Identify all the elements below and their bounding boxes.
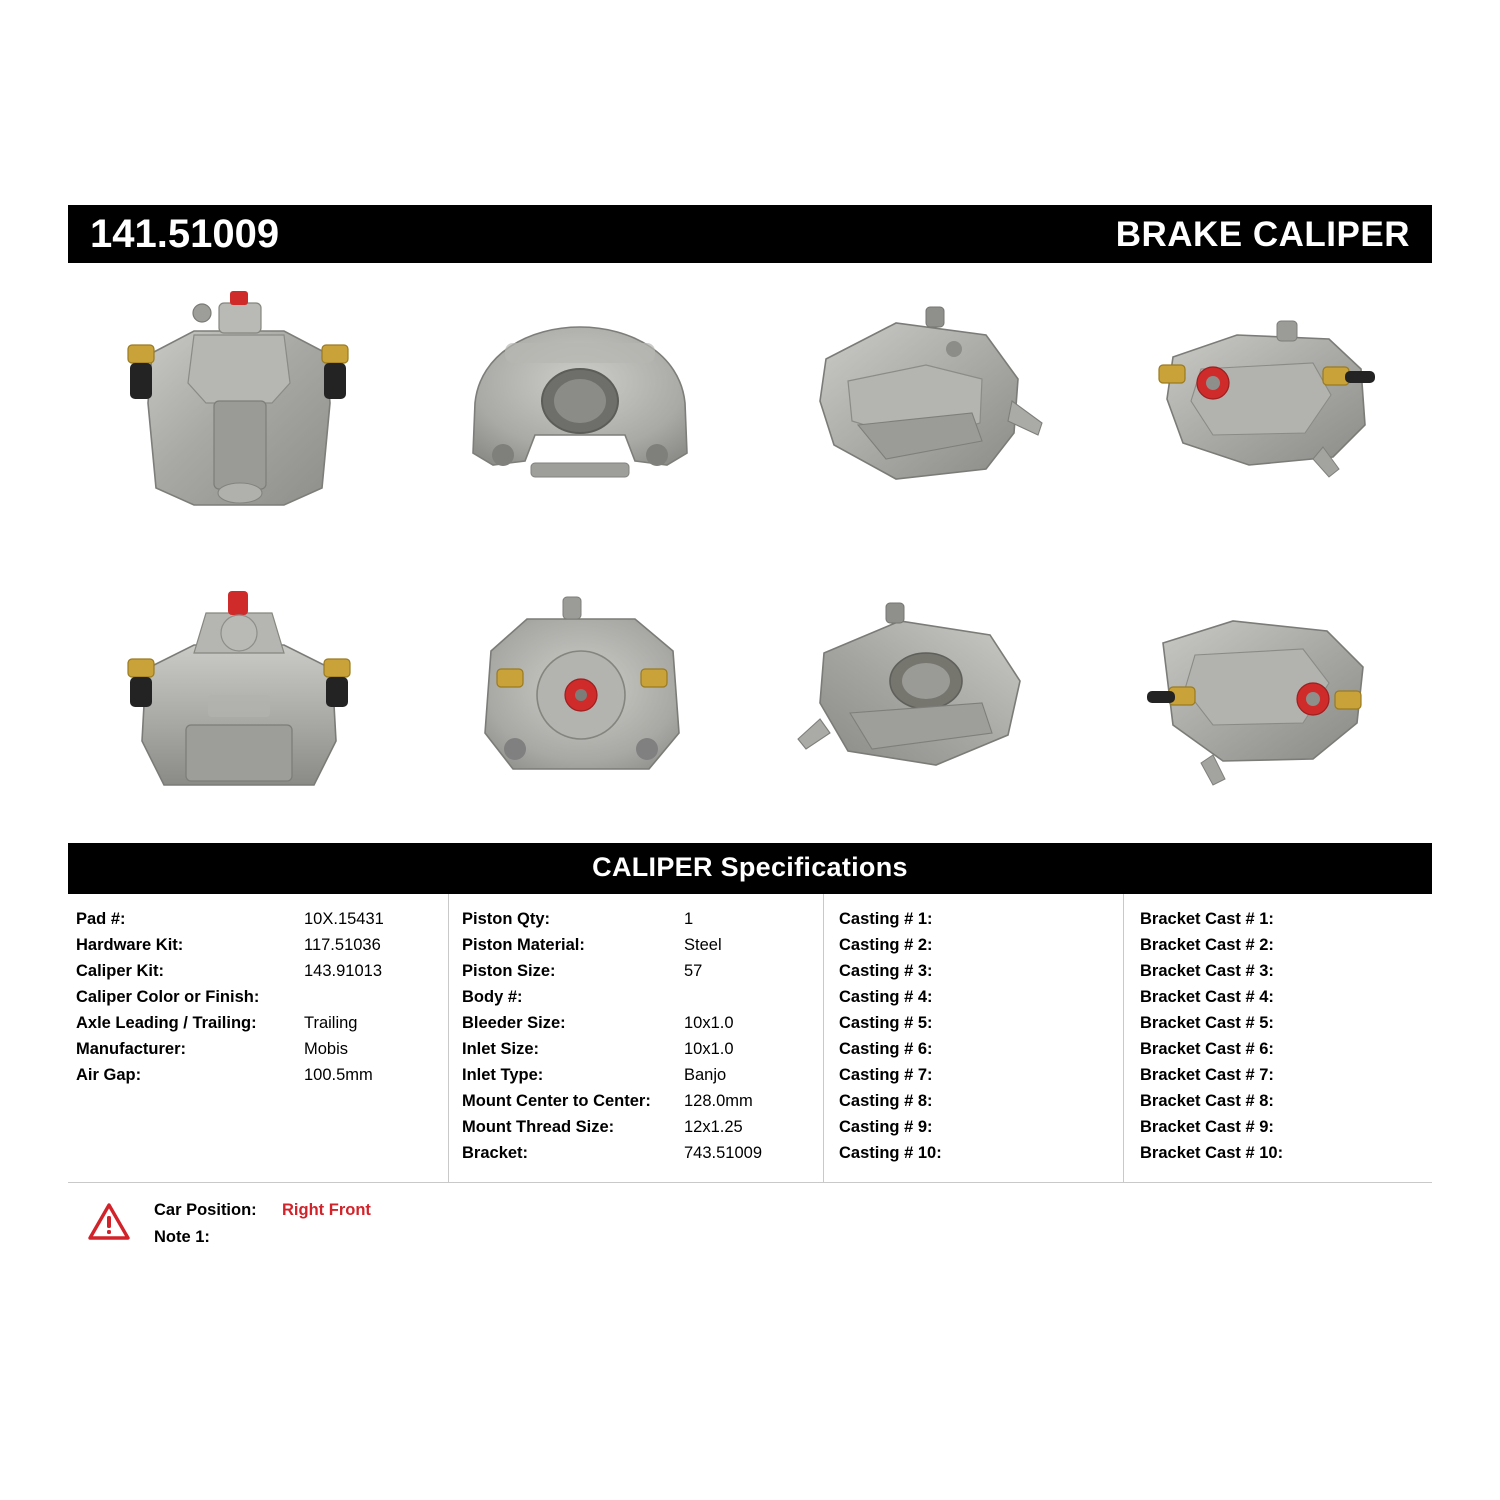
spec-label: Casting # 7: — [839, 1066, 933, 1084]
spec-row — [68, 1010, 448, 1036]
spec-row — [449, 984, 823, 1010]
spec-value: 128.0mm — [684, 1092, 753, 1110]
spec-label: Bracket: — [462, 1144, 529, 1162]
spec-value: Steel — [684, 936, 722, 954]
spec-row — [68, 906, 448, 932]
header-bar — [68, 205, 1432, 263]
caliper-view-7 — [750, 553, 1091, 843]
spec-row — [1124, 958, 1432, 984]
spec-column-piston — [448, 894, 823, 1182]
spec-value: Mobis — [304, 1040, 349, 1058]
footer-notes — [68, 1183, 1432, 1251]
spec-row — [1124, 1088, 1432, 1114]
spec-row — [824, 906, 1123, 932]
spec-label: Body #: — [462, 988, 523, 1006]
spec-value: 57 — [684, 962, 703, 980]
spec-label: Casting # 4: — [839, 988, 933, 1006]
spec-label: Piston Size: — [462, 962, 556, 980]
spec-row — [824, 984, 1123, 1010]
spec-label: Casting # 1: — [839, 910, 933, 928]
spec-column-castings — [823, 894, 1123, 1182]
spec-value: 10X.15431 — [304, 910, 384, 928]
spec-row — [824, 1114, 1123, 1140]
spec-row — [68, 958, 448, 984]
spec-row — [449, 1062, 823, 1088]
spec-row — [824, 1010, 1123, 1036]
spec-value: 1 — [684, 910, 694, 928]
spec-value: 12x1.25 — [684, 1118, 743, 1136]
spec-label: Casting # 5: — [839, 1014, 933, 1032]
spec-value: 10x1.0 — [684, 1040, 734, 1058]
spec-row — [449, 1114, 823, 1140]
spec-label: Air Gap: — [76, 1066, 142, 1084]
spec-table — [68, 894, 1432, 1183]
spec-row — [824, 1036, 1123, 1062]
caliper-view-6 — [409, 553, 750, 843]
spec-label: Casting # 6: — [839, 1040, 933, 1058]
spec-label: Caliper Color or Finish: — [76, 988, 260, 1006]
spec-label: Manufacturer: — [76, 1040, 187, 1058]
spec-row — [68, 1062, 448, 1088]
spec-row — [449, 932, 823, 958]
spec-row — [449, 1010, 823, 1036]
note1-label: Note 1: — [154, 1228, 210, 1246]
spec-value: 10x1.0 — [684, 1014, 734, 1032]
spec-label: Bracket Cast # 3: — [1140, 962, 1274, 980]
spec-row — [1124, 1062, 1432, 1088]
spec-label: Bracket Cast # 7: — [1140, 1066, 1274, 1084]
spec-label: Bracket Cast # 9: — [1140, 1118, 1274, 1136]
caliper-view-3 — [750, 263, 1091, 553]
spec-row — [68, 984, 448, 1010]
caliper-view-1 — [68, 263, 409, 553]
spec-label: Casting # 2: — [839, 936, 933, 954]
spec-value: Banjo — [684, 1066, 727, 1084]
spec-row — [1124, 932, 1432, 958]
spec-row — [1124, 984, 1432, 1010]
spec-row — [1124, 1140, 1432, 1166]
car-position-value: Right Front — [282, 1201, 371, 1219]
spec-label: Hardware Kit: — [76, 936, 184, 954]
part-number: 141.51009 — [90, 212, 280, 256]
spec-label: Casting # 3: — [839, 962, 933, 980]
product-image-grid — [68, 263, 1432, 843]
warning-triangle-icon — [88, 1197, 132, 1246]
spec-row — [824, 1062, 1123, 1088]
spec-value: 100.5mm — [304, 1066, 373, 1084]
spec-row — [1124, 906, 1432, 932]
spec-row — [449, 1088, 823, 1114]
spec-label: Mount Center to Center: — [462, 1092, 651, 1110]
caliper-view-2 — [409, 263, 750, 553]
spec-row — [824, 1140, 1123, 1166]
spec-label: Inlet Size: — [462, 1040, 540, 1058]
page-title: BRAKE CALIPER — [1115, 214, 1410, 254]
spec-row — [449, 906, 823, 932]
spec-row — [1124, 1114, 1432, 1140]
spec-label: Bracket Cast # 5: — [1140, 1014, 1274, 1032]
spec-column-general — [68, 894, 448, 1182]
spec-label: Pad #: — [76, 910, 126, 928]
spec-label: Mount Thread Size: — [462, 1118, 615, 1136]
spec-label: Bracket Cast # 2: — [1140, 936, 1274, 954]
spec-value: 117.51036 — [304, 936, 381, 954]
caliper-view-5 — [68, 553, 409, 843]
note1-row — [154, 1224, 371, 1251]
spec-label: Bracket Cast # 8: — [1140, 1092, 1274, 1110]
spec-label: Bracket Cast # 4: — [1140, 988, 1274, 1006]
spec-section-title: CALIPER Specifications — [68, 843, 1432, 894]
product-spec-sheet — [68, 205, 1432, 1251]
spec-row — [449, 1140, 823, 1166]
spec-label: Inlet Type: — [462, 1066, 544, 1084]
spec-row — [1124, 1010, 1432, 1036]
spec-label: Casting # 8: — [839, 1092, 933, 1110]
spec-label: Bracket Cast # 6: — [1140, 1040, 1274, 1058]
spec-label: Casting # 9: — [839, 1118, 933, 1136]
spec-label: Bracket Cast # 1: — [1140, 910, 1274, 928]
caliper-view-8 — [1091, 553, 1432, 843]
spec-label: Bracket Cast # 10: — [1140, 1144, 1284, 1162]
spec-row — [68, 932, 448, 958]
car-position-row — [154, 1197, 371, 1224]
spec-row — [824, 932, 1123, 958]
spec-row — [824, 958, 1123, 984]
spec-value: Trailing — [304, 1014, 358, 1032]
spec-label: Piston Material: — [462, 936, 585, 954]
spec-value: 743.51009 — [684, 1144, 762, 1162]
spec-row — [1124, 1036, 1432, 1062]
spec-row — [449, 958, 823, 984]
spec-row — [68, 1036, 448, 1062]
caliper-view-4 — [1091, 263, 1432, 553]
spec-row — [449, 1036, 823, 1062]
car-position-label: Car Position: — [154, 1201, 257, 1219]
spec-label: Bleeder Size: — [462, 1014, 566, 1032]
spec-label: Caliper Kit: — [76, 962, 165, 980]
spec-row — [824, 1088, 1123, 1114]
spec-label: Piston Qty: — [462, 910, 551, 928]
spec-label: Axle Leading / Trailing: — [76, 1014, 257, 1032]
spec-label: Casting # 10: — [839, 1144, 942, 1162]
spec-column-bracket-castings — [1123, 894, 1432, 1182]
spec-value: 143.91013 — [304, 962, 382, 980]
